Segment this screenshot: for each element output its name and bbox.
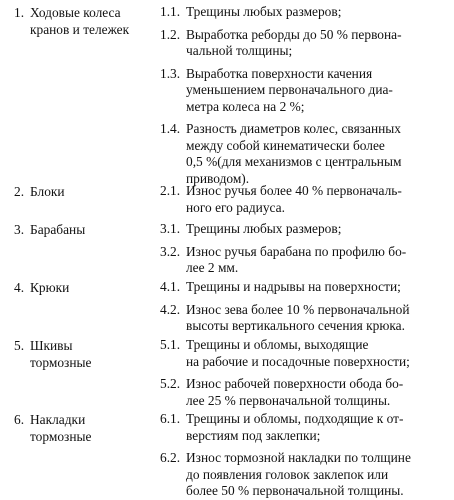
- defect-text-line: Трещины и обломы, выходящие: [186, 337, 369, 352]
- part-name-line: Ходовые колеса: [30, 5, 121, 20]
- defect-list: [160, 183, 450, 216]
- defect-text-line: чальной толщины;: [186, 43, 293, 58]
- defect-text-line: до появления головок заклепок или: [186, 466, 389, 482]
- defect-number: 1.4.: [160, 121, 181, 136]
- part-number: 3.: [14, 222, 25, 237]
- part-name-line: Накладки: [30, 412, 86, 427]
- part-name: [14, 183, 154, 200]
- defect-item: [160, 4, 450, 21]
- defect-list: [160, 4, 450, 187]
- defect-number: 1.1.: [160, 4, 181, 19]
- defect-text-line: Выработка реборды до 50 % первона-: [186, 26, 402, 42]
- part-name-line: тормозные: [30, 355, 92, 370]
- defect-number: 5.2.: [160, 376, 181, 391]
- defect-number: 1.2.: [160, 26, 181, 42]
- defect-item: [160, 376, 450, 409]
- defect-text-line: Износ тормозной накладки по толщине: [186, 450, 411, 465]
- defect-list: [160, 279, 450, 335]
- defect-text-line: Трещины любых размеров;: [186, 221, 342, 236]
- part-name-line: Барабаны: [30, 222, 86, 237]
- defect-number: 5.1.: [160, 337, 181, 352]
- part-number: 6.: [14, 412, 25, 427]
- defect-item: [160, 66, 450, 116]
- defect-number: 1.3.: [160, 65, 181, 81]
- defect-list: [160, 411, 450, 500]
- defect-text-line: Разность диаметров колес, связанных: [186, 121, 401, 136]
- defect-number: 3.2.: [160, 243, 181, 259]
- part-number: 2.: [14, 184, 25, 199]
- part-name: [14, 221, 154, 238]
- defect-text-line: Износ рабочей поверхности обода бо-: [186, 376, 404, 391]
- part-name-line: кранов и тележек: [30, 22, 130, 37]
- defect-text-line: более 50 % первоначальной толщины.: [186, 483, 404, 498]
- defect-text-line: на рабочие и посадочные поверхности;: [186, 353, 410, 369]
- defect-number: 3.1.: [160, 221, 181, 236]
- defect-text-line: между собой кинематически более: [186, 137, 385, 153]
- defect-number: 6.1.: [160, 411, 181, 426]
- part-name: [14, 411, 154, 445]
- defect-item: [160, 121, 450, 187]
- part-number: 1.: [14, 5, 25, 20]
- part-number: 5.: [14, 338, 25, 353]
- part-name: [14, 337, 154, 371]
- defect-text-line: Выработка поверхности качения: [186, 65, 373, 81]
- defect-text-line: высоты вертикального сечения крюка.: [186, 318, 405, 333]
- defect-item: [160, 244, 450, 277]
- defect-item: [160, 337, 450, 370]
- defect-text-line: 0,5 %(для механизмов с центральным: [186, 154, 402, 169]
- part-name-line: тормозные: [30, 429, 92, 444]
- defect-item: [160, 27, 450, 60]
- defect-item: [160, 302, 450, 335]
- defect-text-line: Износ зева более 10 % первоначальной: [186, 301, 410, 317]
- defect-number: 6.2.: [160, 450, 181, 465]
- part-name: [14, 4, 154, 38]
- defect-item: [160, 221, 450, 238]
- defect-item: [160, 411, 450, 444]
- defect-text-line: Трещины и надрывы на поверхности;: [186, 279, 401, 294]
- defect-text-line: приводом).: [186, 170, 250, 186]
- defect-text-line: верстиям под заклепки;: [186, 427, 321, 443]
- defect-text-line: уменьшением первоначального диа-: [186, 82, 393, 97]
- defect-text-line: Износ ручья барабана по профилю бо-: [186, 243, 407, 259]
- defect-list: [160, 221, 450, 277]
- defect-text-line: Трещины любых размеров;: [186, 4, 342, 19]
- defect-text-line: ного его радиуса.: [186, 199, 285, 215]
- defect-text-line: Трещины и обломы, подходящие к от-: [186, 411, 404, 426]
- defect-text-line: метра колеса на 2 %;: [186, 98, 305, 114]
- part-number: 4.: [14, 280, 25, 295]
- defect-text-line: лее 2 мм.: [186, 260, 239, 275]
- part-name-line: Блоки: [30, 184, 65, 199]
- defect-list: [160, 337, 450, 409]
- part-name-line: Шкивы: [30, 338, 73, 353]
- defect-number: 2.1.: [160, 183, 181, 198]
- part-name: [14, 279, 154, 296]
- part-name-line: Крюки: [30, 280, 70, 295]
- defect-item: [160, 450, 450, 500]
- defect-text-line: Износ ручья более 40 % первоначаль-: [186, 183, 402, 198]
- defect-number: 4.1.: [160, 279, 181, 294]
- defect-number: 4.2.: [160, 301, 181, 317]
- defect-item: [160, 279, 450, 296]
- defect-text-line: лее 25 % первоначальной толщины.: [186, 392, 391, 408]
- defect-item: [160, 183, 450, 216]
